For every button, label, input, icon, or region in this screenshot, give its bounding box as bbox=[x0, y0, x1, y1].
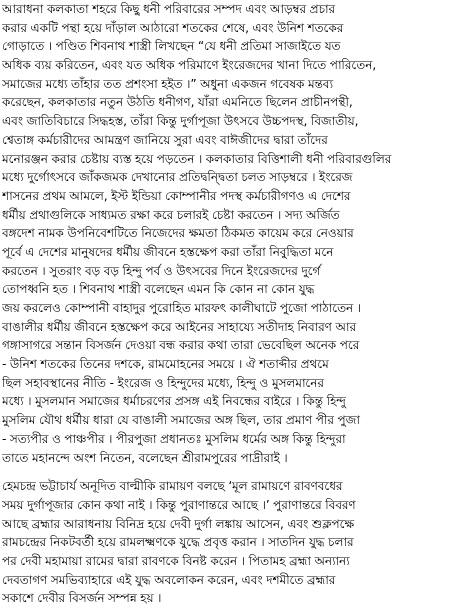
text-line: শাসনের প্রথম আমলে, ইস্ট ইন্ডিয়া কোম্পানীর পদস্থ কর্মচারীগণও এ দেশের bbox=[2, 188, 351, 203]
paragraph-2 bbox=[2, 477, 454, 608]
document-page bbox=[2, 0, 454, 608]
text-line: মধ্যে । মুসলমান সমাজের ধর্মাচরণের প্রসঙ্গ এই নিবন্ধের বাইরে । কিন্তু হিন্দু bbox=[2, 394, 346, 409]
text-line: মুসলিম যৌথ ধর্মীয় ধারা যে বাঙালী সমাজের অঙ্গ ছিল, তার প্রমাণ পীর পুজা bbox=[2, 413, 360, 428]
paragraph-gap bbox=[2, 467, 454, 477]
text-line: এবং জাতিবিচারে সিদ্ধহস্ত, তাঁরা কিন্তু দুর্গাপূজা উৎসবে উচ্চপদস্থ, বিজাতীয়, bbox=[2, 114, 359, 129]
text-line: গোড়াতে । পণ্ডিত শিবনাথ শাস্ত্রী লিখছেন “যে ধনী প্রতিমা সাজাইতে যত bbox=[2, 39, 341, 54]
text-line: - সত্যপীর ও পাঞ্চপীর । পীরপুজা প্রধানতঃ মুসলিম ধর্মের অঙ্গ কিন্তু হিন্দুরা bbox=[2, 431, 346, 446]
text-line: পূর্বে এ দেশের মানুষদের ধর্মীয় জীবনে হস্তক্ষেপ করা তাঁরা নিবুদ্ধিতা মনে bbox=[2, 244, 334, 259]
text-line: - উনিশ শতকের তিনের দশকে, রামমোহনের সময়ে । ঐ শতাব্দীর প্রথমে bbox=[2, 357, 329, 372]
text-line: মধ্যে দুর্গোৎসবে জাঁকজমক দেখানোর প্রতিদ্বন্দ্বিতা চলত সাড়ম্বরে । ইংরেজ bbox=[2, 170, 353, 185]
text-line: মনোরঞ্জন করার চেষ্টায় ব্যস্ত হয়ে পড়তেন । কলকাতার বিত্তিশালী ধনী পরিবারগুলির bbox=[2, 151, 392, 166]
text-line: দেবতাগণ সমভিব্যাহারে এই যুদ্ধ অবলোকন করেন, এবং দশমীতে ব্রহ্মার bbox=[2, 572, 336, 587]
text-line: ছিল সহাবস্থানের নীতি - ইংরেজ ও হিন্দুদের মধ্যে, হিন্দু ও মুসলমানের bbox=[2, 375, 324, 390]
text-line: করার একটি পন্থা হয়ে দাঁড়াল আঠারো শতকের শেষে, এবং উনিশ শতকের bbox=[2, 20, 344, 35]
text-line: আরাধনা কলকাতা শহরে কিছু ধনী পরিবারের সম্পদ এবং আড়ম্বর প্রচার bbox=[2, 2, 335, 16]
text-line: সমাজের মধ্যে তাঁহার তত প্রশংসা হইত ।” অধুনা একজন গবেষক মন্তব্য bbox=[2, 76, 333, 91]
text-line: বঙ্গদেশ নামক উপনিবেশটিতে নিজেদের ক্ষমতা ঠিকমত কায়েম করে নেওয়ার bbox=[2, 226, 354, 241]
text-line: সকাশে দেবীর বিসর্জন সম্পন্ন হয় । bbox=[2, 591, 162, 606]
text-line: ধর্মীয় প্রথাগুলিকে সাধ্যমত রক্ষা করে চলারই চেষ্টা করতেন । সদ্য অর্জিত bbox=[2, 207, 340, 222]
text-line: জয় করলেও কোম্পানী বাহাদুর পুরোহিত মারফৎ কালীঘাটে পুজো পাঠাতেন । bbox=[2, 301, 361, 315]
text-line: বাঙালীর ধর্মীয় জীবনে হস্তক্ষেপ করে আইনের সাহায্যে সতীদাহ নিবারণ আর bbox=[2, 319, 356, 334]
text-line: হেমচন্দ্র ভট্টাচার্য অনূদিত বাল্মীকি রামায়ণ বলছে ‘মূল রামায়ণে রাবণবধের bbox=[2, 479, 343, 494]
text-line: আছে ব্রহ্মার আরাধনায় বিনিদ্র হয়ে দেবী দুর্গা লঙ্কায় আসেন, এবং শুক্লপক্ষে bbox=[2, 516, 355, 531]
text-line: শ্বেতাঙ্গ কর্মচারীদের আমন্ত্রণ জানিয়ে সুরা এবং বাঈজীদের দ্বারা তাঁদের bbox=[2, 132, 328, 147]
text-line: করেছেন, কলকাতার নতুন উঠতি ধনীগণ, যাঁরা এমনিতে ছিলেন প্রাচীনপন্থী, bbox=[2, 95, 353, 110]
text-line: সময় দুর্গাপূজার কোন কথা নাই । কিন্তু পুরাণান্তরে আছে ।’ পুরাণান্তরে বিবরণ bbox=[2, 497, 356, 512]
text-line: করতেন । সুতরাং বড় বড় হিন্দু পর্ব ও উৎসবের দিনে ইংরেজদের দুর্গে bbox=[2, 263, 321, 278]
text-line: অধিক ব্যয় করিতেন, এবং যত অধিক পরিমাণে ইংরেজদের খানা দিতে পারিতেন, bbox=[2, 58, 376, 73]
text-line: পর দেবী মহামায়া রামের দ্বারা রাবণকে বিনষ্ট করেন । পিতামহ ব্রহ্মা অন্যান্য bbox=[2, 553, 350, 568]
paragraph-1 bbox=[2, 0, 454, 467]
text-line: তোপধ্বনি হত । শিবনাথ শাস্ত্রী বলেছেন এমন কি কোন না কোন যুদ্ধ bbox=[2, 282, 315, 297]
text-line: তাতে মহানন্দে অংশ নিতেন, বলেছেন শ্রীরামপুরের পাদ্রীরাই । bbox=[2, 450, 288, 465]
text-line: রামচন্দ্রের নিকটবর্তী হয়ে রামলক্ষ্মণকে যুদ্ধে প্রবৃত্ত করান । সাতদিন যুদ্ধ চলার bbox=[2, 535, 354, 550]
text-line: গঙ্গাসাগরে সন্তান বিসর্জন দেওয়া বন্ধ করার কথা তারা ভেবেছিল অনেক পরে bbox=[2, 338, 360, 353]
